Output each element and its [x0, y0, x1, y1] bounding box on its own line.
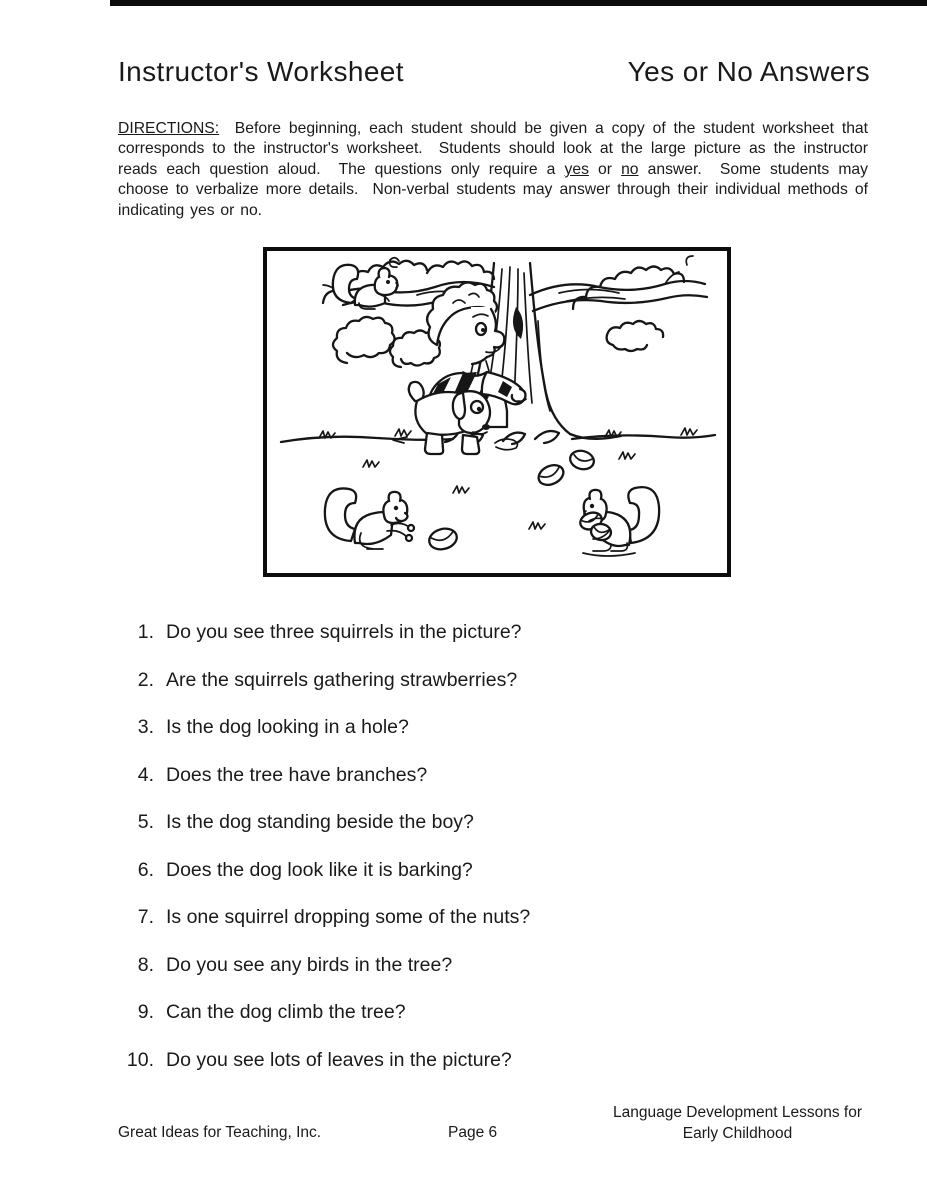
squirrel-ear — [379, 268, 390, 277]
question-text: Does the dog look like it is barking? — [166, 858, 473, 881]
question-number: 6. — [137, 858, 154, 881]
directions-no-underlined: no — [621, 160, 639, 178]
directions-text-3: answer. Some students may choose to verbalize more details. Non-verbal students may answer through their individual methods of indicating yes or no. — [118, 160, 874, 219]
page-subtitle: Yes or No Answers — [627, 56, 870, 87]
directions-yes-underlined: yes — [564, 160, 589, 178]
dog-figure — [409, 382, 490, 454]
question-row — [118, 1048, 718, 1072]
squirrel-ear — [389, 492, 401, 501]
scan-edge-artifact — [110, 0, 927, 6]
squirrel-tail — [325, 488, 356, 541]
question-row — [118, 668, 718, 692]
question-text: Is one squirrel dropping some of the nuts? — [166, 906, 531, 928]
question-text: Do you see lots of leaves in the picture? — [166, 1048, 512, 1071]
question-text: Is the dog standing beside the boy? — [166, 811, 474, 833]
question-text: Is the dog looking in a hole? — [166, 716, 409, 738]
question-text: Can the dog climb the tree? — [166, 1001, 406, 1023]
question-text: Do you see any birds in the tree? — [166, 953, 453, 976]
worksheet-picture-frame — [263, 247, 731, 577]
question-number: 1. — [137, 621, 154, 643]
question-text: Are the squirrels gathering strawberries? — [166, 668, 518, 691]
squirrel-head — [375, 275, 398, 295]
squirrel-tail — [628, 487, 659, 543]
squirrel-with-nut — [325, 488, 459, 552]
dog-front-leg — [462, 435, 479, 454]
question-row — [118, 715, 718, 739]
question-number: 7. — [137, 906, 154, 928]
squirrel-eye — [394, 506, 398, 510]
falling-nut — [535, 461, 566, 488]
footer-page-number: Page 6 — [448, 1124, 498, 1141]
question-text: Does the tree have branches? — [166, 763, 428, 786]
squirrel-ear — [590, 490, 602, 499]
page-title: Instructor's Worksheet — [118, 56, 404, 87]
footer-publisher: Great Ideas for Teaching, Inc. — [118, 1124, 322, 1141]
directions-label: DIRECTIONS: — [118, 120, 220, 137]
dog-nose — [482, 424, 490, 430]
question-number: 4. — [137, 763, 154, 786]
question-number: 3. — [137, 716, 154, 738]
question-number: 2. — [137, 668, 154, 691]
worksheet-illustration — [267, 251, 727, 573]
question-row — [118, 953, 718, 977]
dog-ear — [453, 393, 465, 419]
question-number: 8. — [137, 953, 154, 976]
dog-hind-leg — [425, 433, 443, 454]
question-row — [118, 620, 718, 644]
squirrel-eye — [590, 504, 594, 508]
question-text: Do you see three squirrels in the picture? — [166, 621, 522, 643]
question-row — [118, 763, 718, 787]
question-number: 5. — [137, 811, 154, 833]
footer-series-line1: Language Development Lessons for — [612, 1104, 863, 1121]
squirrel-dropping-nuts — [535, 448, 659, 556]
question-row — [118, 858, 718, 882]
trunk-knot-hole — [513, 307, 523, 339]
nut-on-ground — [427, 526, 459, 553]
ground — [281, 430, 715, 450]
falling-nut — [568, 448, 596, 472]
question-row — [118, 905, 718, 929]
footer-series-line2: Early Childhood — [682, 1124, 793, 1142]
question-row — [118, 810, 718, 834]
tree-root — [535, 431, 559, 443]
directions-text-2: or — [588, 160, 622, 178]
footer-series-title — [600, 1103, 875, 1144]
question-number: 9. — [137, 1001, 154, 1023]
directions-paragraph — [118, 119, 874, 221]
squirrel-eye — [386, 280, 390, 284]
dog-eye — [471, 401, 483, 413]
question-list — [118, 620, 718, 1095]
directions-text-1: Before beginning, each student should be given a copy of the student worksheet that corresponds to the instructor's worksheet. Students should look at the large picture as the instructor reads each question aloud. The questions only require a — [118, 120, 874, 178]
question-row — [118, 1000, 718, 1024]
question-number: 10. — [126, 1048, 154, 1071]
